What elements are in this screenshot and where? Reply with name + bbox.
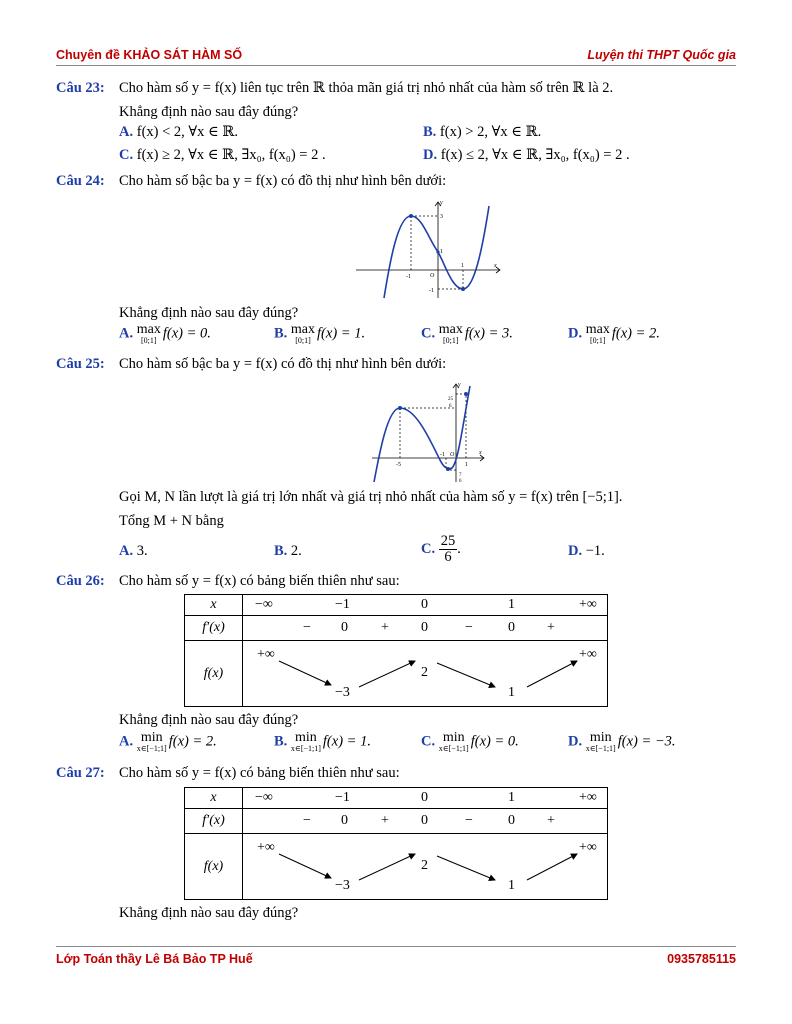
q23-option-b[interactable]: B. f(x) > 2, ∀x ∈ ℝ.: [423, 124, 542, 140]
fp-sign: −: [303, 813, 311, 828]
q24-x-tick-right: 1: [461, 263, 464, 269]
table-row-x-label: x: [185, 595, 243, 616]
x-value: −1: [335, 597, 350, 612]
page-header: [56, 46, 736, 66]
page-footer: [56, 946, 736, 968]
fp-value: 0: [421, 813, 428, 828]
x-value: 0: [421, 597, 428, 612]
f-value: +∞: [257, 647, 275, 662]
fp-value: 0: [341, 813, 348, 828]
q23-option-c[interactable]: C. f(x) ≥ 2, ∀x ∈ ℝ, ∃x₀, f(x₀) = 2 .: [119, 147, 326, 163]
question-27-prompt: Khẳng định nào sau đây đúng?: [119, 905, 299, 921]
q24-axis-y: y: [440, 200, 443, 206]
question-25-label: Câu 25:: [56, 356, 105, 372]
question-26-prompt: Khẳng định nào sau đây đúng?: [119, 712, 299, 728]
x-value: −∞: [255, 597, 273, 612]
f-value: +∞: [257, 840, 275, 855]
x-value: 1: [508, 597, 515, 612]
f-value: 2: [421, 858, 428, 873]
header-topic: Chuyên đề KHẢO SÁT HÀM SỐ: [56, 48, 243, 62]
fp-sign: +: [381, 813, 389, 828]
table-row-f-label: f(x): [185, 834, 243, 900]
question-23-prompt: Khẳng định nào sau đây đúng?: [119, 104, 299, 120]
q26-option-a[interactable]: A. min x∈[−1;1] f(x) = 2.: [119, 730, 217, 753]
f-value: −3: [335, 685, 350, 700]
q25-axis-y: y: [458, 382, 461, 388]
question-25-prompt: Gọi M, N lần lượt là giá trị lớn nhất và giá trị nhỏ nhất của hàm số y = f(x) trên [−5;1].: [119, 489, 623, 505]
question-23-text: Cho hàm số y = f(x) liên tục trên ℝ thỏa mãn giá trị nhỏ nhất của hàm số trên ℝ là 2.: [119, 80, 614, 96]
table-row-x-label: x: [185, 788, 243, 809]
f-value: +∞: [579, 840, 597, 855]
variation-table-q27: [184, 787, 608, 900]
q26-option-b[interactable]: B. min x∈[−1;1] f(x) = 1.: [274, 730, 371, 753]
fp-sign: +: [547, 620, 555, 635]
f-value: +∞: [579, 647, 597, 662]
variation-table-q26: [184, 594, 608, 707]
q26-option-d[interactable]: D. min x∈[−1;1] f(x) = −3.: [568, 730, 676, 753]
fp-sign: −: [303, 620, 311, 635]
f-value: 1: [508, 878, 515, 893]
q24-y-tick-bot: -1: [429, 288, 434, 294]
footer-phone: 0935785115: [667, 952, 736, 966]
q23-option-a[interactable]: A. f(x) < 2, ∀x ∈ ℝ.: [119, 124, 239, 140]
q25-y-tick-top-num: 25: [448, 397, 453, 402]
q24-option-a[interactable]: A. max [0;1] f(x) = 0.: [119, 322, 211, 345]
q25-x-tick-mid: -1: [440, 452, 445, 458]
x-value: +∞: [579, 790, 597, 805]
x-value: −∞: [255, 790, 273, 805]
fp-sign: +: [381, 620, 389, 635]
question-25-prompt-2: Tổng M + N bằng: [119, 513, 224, 529]
x-value: +∞: [579, 597, 597, 612]
table-row-fp-label: f′(x): [185, 809, 243, 834]
q24-origin: O: [430, 273, 435, 279]
f-value: −3: [335, 878, 350, 893]
x-value: −1: [335, 790, 350, 805]
q25-x-tick-right: 1: [465, 462, 468, 468]
question-24-prompt: Khẳng định nào sau đây đúng?: [119, 305, 299, 321]
q26-option-c[interactable]: C. min x∈[−1;1] f(x) = 0.: [421, 730, 519, 753]
header-course: Luyện thi THPT Quốc gia: [587, 48, 736, 62]
table-row-f-label: f(x): [185, 641, 243, 707]
question-27-label: Câu 27:: [56, 765, 105, 781]
q25-option-a[interactable]: A. 3.: [119, 543, 148, 559]
q25-y-tick-top-den: 6: [449, 404, 452, 409]
table-row-fp-label: f′(x): [185, 616, 243, 641]
q25-option-d[interactable]: D. −1.: [568, 543, 605, 559]
question-26-text: Cho hàm số y = f(x) có bảng biến thiên như sau:: [119, 573, 400, 589]
q23-option-d[interactable]: D. f(x) ≤ 2, ∀x ∈ ℝ, ∃x₀, f(x₀) = 2 .: [423, 147, 630, 163]
q24-axis-x: x: [494, 263, 497, 269]
q24-option-b[interactable]: B. max [0;1] f(x) = 1.: [274, 322, 366, 345]
q24-option-d[interactable]: D. max [0;1] f(x) = 2.: [568, 322, 660, 345]
f-value: 2: [421, 665, 428, 680]
graph-q25: [368, 380, 488, 484]
q25-y-tick-bot-num: 7: [459, 473, 462, 478]
fp-sign: −: [465, 620, 473, 635]
x-value: 1: [508, 790, 515, 805]
q24-y-tick-top: 3: [440, 214, 443, 220]
fp-value: 0: [508, 620, 515, 635]
x-value: 0: [421, 790, 428, 805]
question-27-text: Cho hàm số y = f(x) có bảng biến thiên như sau:: [119, 765, 400, 781]
fp-sign: −: [465, 813, 473, 828]
q25-axis-x: x: [479, 450, 482, 456]
footer-teacher: Lớp Toán thầy Lê Bá Bảo TP Huế: [56, 952, 253, 966]
fp-value: 0: [341, 620, 348, 635]
question-23-label: Câu 23:: [56, 80, 105, 96]
question-24-text: Cho hàm số bậc ba y = f(x) có đồ thị như hình bên dưới:: [119, 173, 447, 189]
graph-q24: [352, 196, 504, 300]
question-24-label: Câu 24:: [56, 173, 105, 189]
fp-value: 0: [421, 620, 428, 635]
q25-option-c[interactable]: C. $\frac{25}{6}$ .: [421, 533, 461, 566]
fp-value: 0: [508, 813, 515, 828]
q25-x-tick-left: -5: [396, 462, 401, 468]
question-26-label: Câu 26:: [56, 573, 105, 589]
f-value: 1: [508, 685, 515, 700]
q24-x-tick-left: -1: [406, 274, 411, 280]
q25-option-b[interactable]: B. 2.: [274, 543, 302, 559]
question-25-text: Cho hàm số bậc ba y = f(x) có đồ thị như hình bên dưới:: [119, 356, 447, 372]
q25-origin: O: [450, 452, 455, 458]
q24-y-tick-mid: 1: [440, 249, 443, 255]
fp-sign: +: [547, 813, 555, 828]
q25-y-tick-bot-den: 6: [459, 479, 462, 484]
q24-option-c[interactable]: C. max [0;1] f(x) = 3.: [421, 322, 513, 345]
